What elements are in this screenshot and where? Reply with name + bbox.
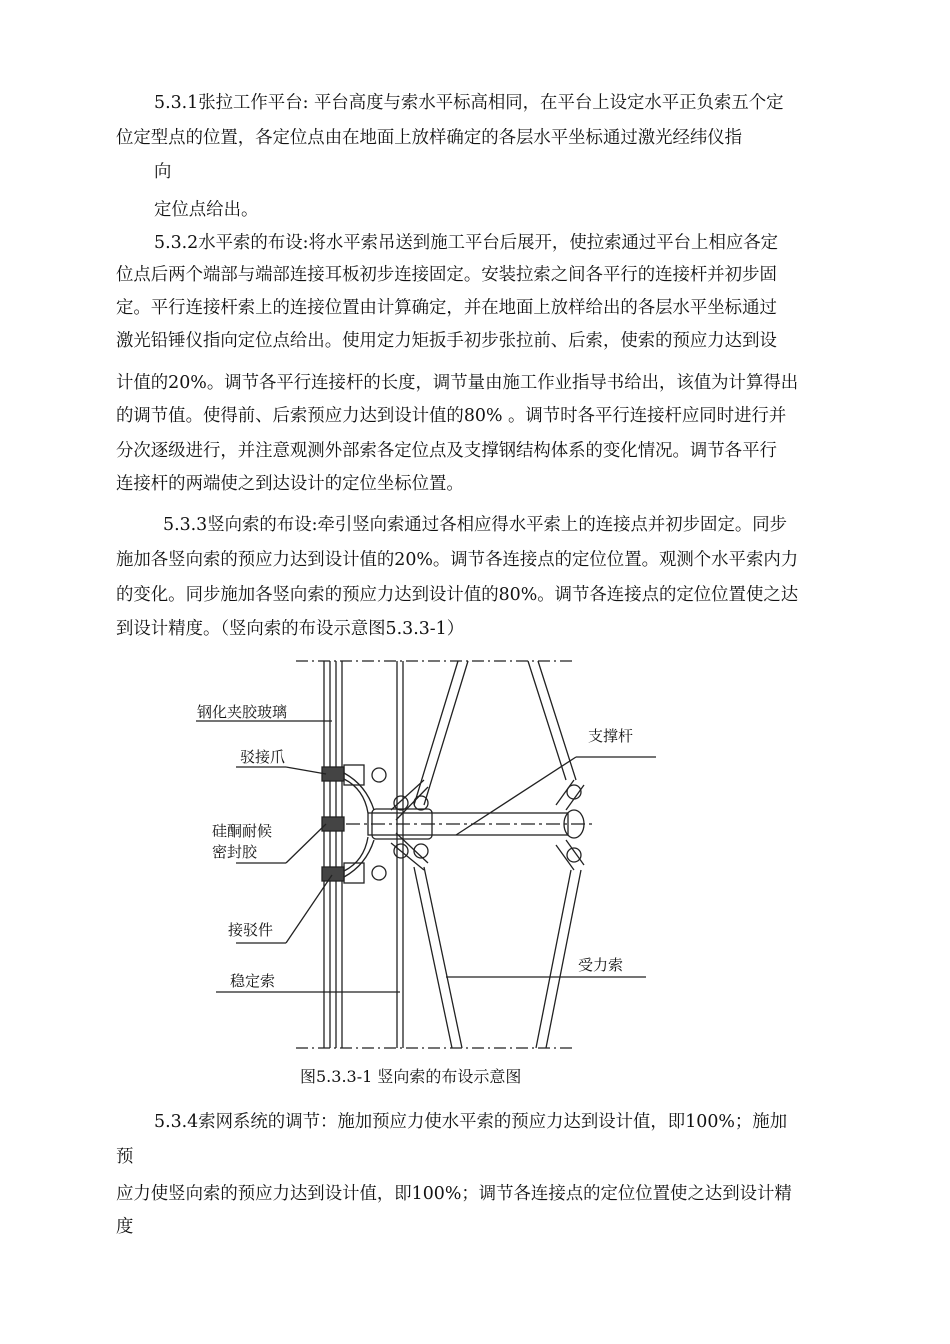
line: 连接杆的两端使之到达设计的定位坐标位置。 <box>116 474 464 494</box>
line: 应力使竖向索的预应力达到设计值，即100%；调节各连接点的定位位置使之达到设计精 <box>116 1184 792 1204</box>
line: 位点后两个端部与端部连接耳板初步连接固定。安装拉索之间各平行的连接杆并初步固 <box>116 265 777 285</box>
label-strut: 支撑杆 <box>588 727 634 745</box>
line: 5.3.3竖向索的布设:牵引竖向索通过各相应得水平索上的连接点并初步固定。同步 <box>163 515 788 535</box>
line: 定。平行连接杆索上的连接位置由计算确定，并在地面上放样给出的各层水平坐标通过 <box>116 298 777 318</box>
figure-caption: 图5.3.3-1 竖向索的布设示意图 <box>300 1067 522 1086</box>
line: 定位点给出。 <box>154 200 259 220</box>
line: 5.3.4索网系统的调节：施加预应力使水平索的预应力达到设计值，即100%；施加 <box>154 1112 788 1132</box>
label-load-cable: 受力索 <box>578 956 624 974</box>
line: 向 <box>154 162 172 182</box>
line: 度 <box>116 1217 134 1237</box>
label-stable-cable: 稳定索 <box>230 972 276 990</box>
line: 计值的20%。调节各平行连接杆的长度，调节量由施工作业指导书给出，该值为计算得出 <box>116 373 799 393</box>
line: 位定型点的位置，各定位点由在地面上放样确定的各层水平坐标通过激光经纬仪指 <box>116 128 743 148</box>
label-sealant-1: 硅酮耐候 <box>212 822 273 840</box>
line: 5.3.2水平索的布设:将水平索吊送到施工平台后展开，使拉索通过平台上相应各定 <box>154 233 779 253</box>
line: 预 <box>116 1147 134 1167</box>
line: 的调节值。使得前、后索预应力达到设计值的80% 。调节时各平行连接杆应同时进行并 <box>116 406 787 426</box>
label-glass: 钢化夹胶玻璃 <box>197 703 288 721</box>
label-sealant-2: 密封胶 <box>212 843 258 861</box>
line: 5.3.1张拉工作平台: 平台高度与索水平标高相同，在平台上设定水平正负索五个定 <box>154 93 784 113</box>
line: 施加各竖向索的预应力达到设计值的20%。调节各连接点的定位位置。观测个水平索内力 <box>116 550 799 570</box>
line: 的变化。同步施加各竖向索的预应力达到设计值的80%。调节各连接点的定位位置使之达 <box>116 585 799 605</box>
label-claw: 驳接爪 <box>240 748 286 766</box>
line: 激光铅锤仪指向定位点给出。使用定力矩扳手初步张拉前、后索，使索的预应力达到设 <box>116 331 777 351</box>
line: 到设计精度。（竖向索的布设示意图5.3.3-1） <box>116 619 465 639</box>
line: 分次逐级进行，并注意观测外部索各定位点及支撑钢结构体系的变化情况。调节各平行 <box>116 441 777 461</box>
label-connector: 接驳件 <box>228 921 274 939</box>
